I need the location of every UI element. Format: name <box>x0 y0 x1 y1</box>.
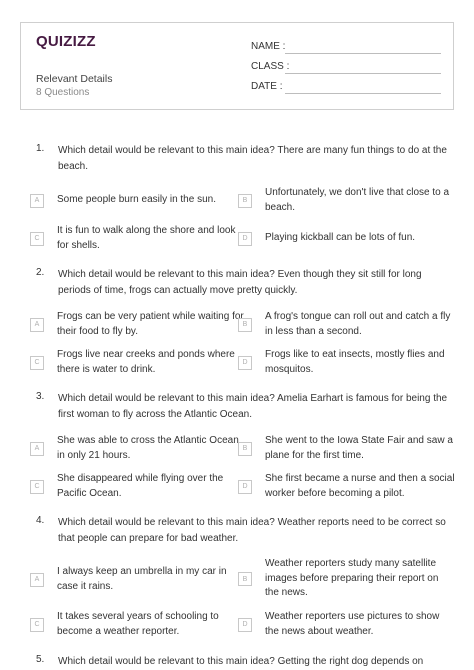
option-2a[interactable] <box>30 310 244 339</box>
worksheet-header <box>20 22 454 110</box>
question-number: 3. <box>36 391 45 402</box>
option-letter: D <box>238 618 252 632</box>
question-number: 5. <box>36 654 45 665</box>
date-label: DATE : <box>251 81 283 92</box>
option-text: She went to the Iowa State Fair and saw a plane for the first time. <box>265 435 453 461</box>
option-3b[interactable] <box>238 434 453 463</box>
option-letter: A <box>30 573 44 587</box>
option-text: Some people burn easily in the sun. <box>57 194 216 205</box>
worksheet-title: Relevant Details <box>36 73 113 85</box>
option-letter: B <box>238 572 252 586</box>
name-field[interactable] <box>251 41 441 57</box>
date-line[interactable] <box>285 93 441 94</box>
question-number: 1. <box>36 143 45 154</box>
option-letter: B <box>238 194 252 208</box>
option-4d[interactable] <box>238 610 438 639</box>
option-letter: C <box>30 356 44 370</box>
option-4c[interactable] <box>30 610 230 639</box>
question-text: Which detail would be relevant to this main idea? Even though they sit still for long periods of time, frogs can actually move pretty quickly. <box>58 269 422 296</box>
date-field[interactable] <box>251 81 441 97</box>
option-text: She first became a nurse and then a social worker before becoming a pilot. <box>265 473 455 499</box>
option-letter: A <box>30 442 44 456</box>
question-text: Which detail would be relevant to this main idea? Weather reports need to be correct so that people can prepare for bad weather. <box>58 517 446 544</box>
option-text: I always keep an umbrella in my car in case it rains. <box>57 566 227 592</box>
option-letter: B <box>238 318 252 332</box>
option-text: It is fun to walk along the shore and look for shells. <box>57 225 236 251</box>
option-text: Weather reporters use pictures to show the news about weather. <box>265 611 440 637</box>
option-3a[interactable] <box>30 434 239 463</box>
option-4a[interactable] <box>30 565 230 594</box>
option-1a[interactable] <box>30 193 230 208</box>
option-text: She was able to cross the Atlantic Ocean in only 21 hours. <box>57 435 239 461</box>
option-letter: D <box>238 356 252 370</box>
option-1c[interactable] <box>30 224 236 253</box>
question-number: 2. <box>36 267 45 278</box>
question-text: Which detail would be relevant to this main idea? Amelia Earhart is famous for being the first woman to fly across the Atlantic Ocean. <box>58 393 448 420</box>
option-text: Frogs like to eat insects, mostly flies and mosquitos. <box>265 349 445 375</box>
option-text: It takes several years of schooling to become a weather reporter. <box>57 611 219 637</box>
option-1b[interactable] <box>238 186 450 215</box>
question-count: 8 Questions <box>36 87 90 98</box>
option-1d[interactable] <box>238 231 438 246</box>
option-2b[interactable] <box>238 310 451 339</box>
option-text: Playing kickball can be lots of fun. <box>265 232 416 243</box>
option-2d[interactable] <box>238 348 445 377</box>
option-letter: C <box>30 232 44 246</box>
class-field[interactable] <box>251 61 441 77</box>
option-text: She disappeared while flying over the Pacific Ocean. <box>57 473 224 499</box>
question-text: Which detail would be relevant to this main idea? There are many fun things to do at the beach. <box>58 145 447 172</box>
option-letter: C <box>30 480 44 494</box>
class-label: CLASS : <box>251 61 290 72</box>
option-letter: D <box>238 480 252 494</box>
option-letter: A <box>30 194 44 208</box>
class-line[interactable] <box>285 73 441 74</box>
question-text: Which detail would be relevant to this main idea? Getting the right dog depends on <box>58 656 424 667</box>
quizizz-logo: QUIZIZZ <box>36 33 96 50</box>
option-text: Frogs can be very patient while waiting for their food to fly by. <box>57 311 244 337</box>
name-line[interactable] <box>285 53 441 54</box>
option-3d[interactable] <box>238 472 455 501</box>
option-text: Weather reporters study many satellite images before preparing their report on the news. <box>265 558 439 598</box>
name-label: NAME : <box>251 41 286 52</box>
option-letter: C <box>30 618 44 632</box>
option-text: Unfortunately, we don't live that close to a beach. <box>265 187 450 213</box>
option-3c[interactable] <box>30 472 230 501</box>
option-letter: D <box>238 232 252 246</box>
option-2c[interactable] <box>30 348 235 377</box>
option-text: A frog's tongue can roll out and catch a fly in less than a second. <box>265 311 451 337</box>
option-letter: B <box>238 442 252 456</box>
question-number: 4. <box>36 515 45 526</box>
option-letter: A <box>30 318 44 332</box>
option-text: Frogs live near creeks and ponds where there is water to drink. <box>57 349 235 375</box>
option-4b[interactable] <box>238 557 438 601</box>
